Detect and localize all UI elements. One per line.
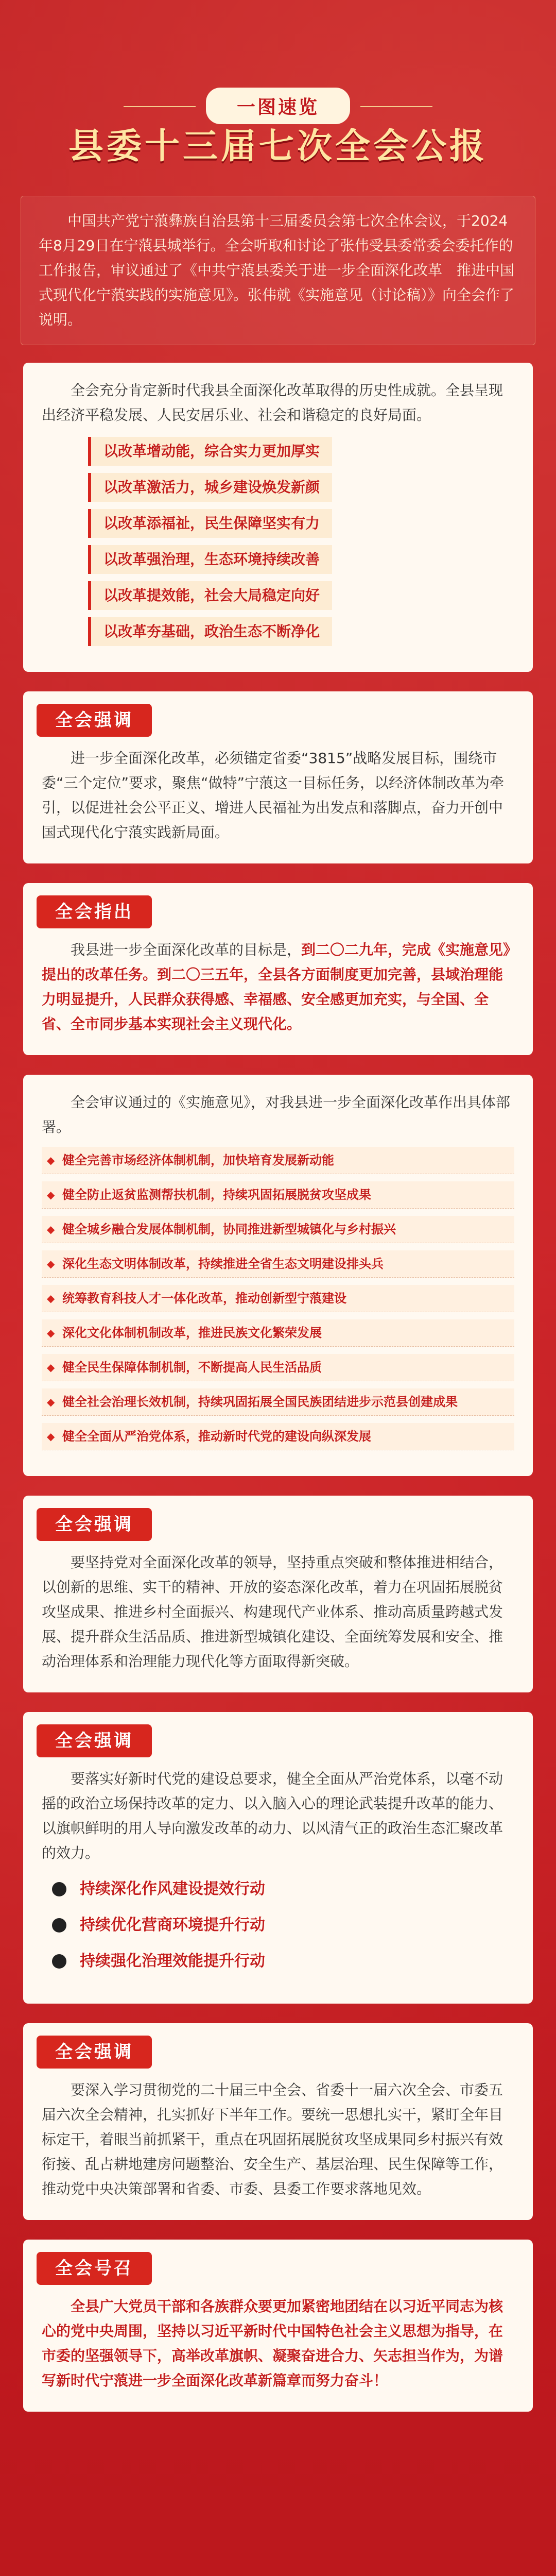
- summary-item: 以改革强治理，生态环境持续改善: [78, 545, 514, 574]
- deploy-item: ◆ 健全防止返贫监测帮扶机制，持续巩固拓展脱贫攻坚成果: [42, 1181, 514, 1209]
- call-card: [23, 2240, 533, 2412]
- section-text: 要坚持党对全面深化改革的领导，坚持重点突破和整体推进相结合，以创新的思维、实干的精神、开放的姿态深化改革，着力在巩固拓展脱贫攻坚成果、推进乡村全面振兴、构建现代产业体系、推动高质量跨越式发展、提升群众生活品质、推进新型城镇化建设、全面统筹发展和安全、推动治理体系和治理能力现代化等方面取得新突破。: [42, 1554, 503, 1670]
- emphasis-card-1: [23, 691, 533, 863]
- deploy-item: ◆ 健全全面从严治党体系，推动新时代党的建设向纵深发展: [42, 1423, 514, 1450]
- summary-item: 以改革激活力，城乡建设焕发新颜: [78, 473, 514, 502]
- summary-text: 全会充分肯定新时代我县全面深化改革取得的历史性成就。全县呈现出经济平稳发展、人民安居乐业、社会和谐稳定的良好局面。: [42, 382, 503, 423]
- deploy-item: ◆ 健全民生保障体制机制，不断提高人民生活品质: [42, 1354, 514, 1381]
- section-tag: 一图速览: [206, 88, 350, 124]
- section-text: 全会审议通过的《实施意见》，对我县进一步全面深化改革作出具体部署。: [42, 1094, 511, 1136]
- deploy-item: ◆ 健全城乡融合发展体制机制，协同推进新型城镇化与乡村振兴: [42, 1216, 514, 1243]
- deploy-item: ◆ 统筹教育科技人才一体化改革，推动创新型宁蒗建设: [42, 1285, 514, 1312]
- task-item: 持续强化治理效能提升行动: [52, 1949, 514, 1974]
- section-heading: 全会强调: [37, 1724, 152, 1757]
- task-item: 持续深化作风建设提效行动: [52, 1877, 514, 1902]
- point-card: [23, 883, 533, 1055]
- summary-item: 以改革夯基础，政治生态不断净化: [78, 617, 514, 646]
- emphasis-card-3: [23, 1712, 533, 2004]
- section-text: 我县进一步全面深化改革的目标是，到二〇二九年，完成《实施意见》提出的改革任务。到二〇三五年，全县各方面制度更加完善，县域治理能力明显提升，人民群众获得感、幸福感、安全感更加充实，与全国、全省、全市同步基本实现社会主义现代化。: [42, 941, 511, 1032]
- header: [0, 0, 556, 196]
- task-list: [52, 1877, 514, 1974]
- task-item: 持续优化营商环境提升行动: [52, 1913, 514, 1938]
- deploy-item: ◆ 深化文化体制机制改革，推进民族文化繁荣发展: [42, 1319, 514, 1347]
- emphasis-card-4: [23, 2023, 533, 2220]
- summary-item: 以改革添福祉，民生保障坚实有力: [78, 509, 514, 538]
- emphasis-card-2: [23, 1496, 533, 1692]
- summary-list: [78, 437, 514, 646]
- deploy-item: ◆ 健全完善市场经济体制机制，加快培育发展新动能: [42, 1147, 514, 1174]
- section-heading: 全会强调: [37, 2036, 152, 2069]
- summary-item: 以改革提效能，社会大局稳定向好: [78, 581, 514, 610]
- summary-card: [23, 363, 533, 672]
- section-heading: 全会指出: [37, 895, 152, 928]
- section-heading: 全会号召: [37, 2252, 152, 2285]
- section-heading: 全会强调: [37, 1508, 152, 1541]
- section-text: 要落实好新时代党的建设总要求，健全全面从严治党体系，以毫不动摇的政治立场保持改革的定力、以入脑入心的理论武装提升改革的能力、以旗帜鲜明的用人导向激发改革的动力、以风清气正的政治生态汇聚改革的效力。: [42, 1770, 503, 1861]
- section-heading: 全会强调: [37, 704, 152, 737]
- deploy-item: ◆ 健全社会治理长效机制，持续巩固拓展全国民族团结进步示范县创建成果: [42, 1388, 514, 1416]
- page-title: 县委十三届七次全会公报: [68, 126, 488, 167]
- deploy-list: [42, 1147, 514, 1450]
- summary-item: 以改革增动能，综合实力更加厚实: [78, 437, 514, 466]
- deploy-card: [23, 1075, 533, 1476]
- intro-text: 中国共产党宁蒗彝族自治县第十三届委员会第七次全体会议，于2024年8月29日在宁蒗县城举行。全会听取和讨论了张伟受县委常委会委托作的工作报告，审议通过了《中共宁蒗县委关于进一步全面深化改革 推进中国式现代化宁蒗实践的实施意见》。张伟就《实施意见（讨论稿）》向全会作了说明。: [21, 196, 535, 345]
- section-text: 要深入学习贯彻党的二十届三中全会、省委十一届六次全会、市委五届六次全会精神，扎实抓好下半年工作。要统一思想扎实干，紧盯全年目标定干，着眼当前抓紧干，重点在巩固拓展脱贫攻坚成果同乡村振兴有效衔接、乱占耕地建房问题整治、安全生产、基层治理、民生保障等工作，推动党中央决策部署和省委、市委、县委工作要求落地见效。: [42, 2081, 503, 2197]
- section-text: 进一步全面深化改革，必须锚定省委“3815”战略发展目标，围绕市委“三个定位”要求，聚焦“做特”宁蒗这一目标任务，以经济体制改革为牵引，以促进社会公平正义、增进人民福祉为出发点和落脚点，奋力开创中国式现代化宁蒗实践新局面。: [42, 750, 505, 841]
- section-text: 全县广大党员干部和各族群众要更加紧密地团结在以习近平同志为核心的党中央周围，坚持以习近平新时代中国特色社会主义思想为指导，在市委的坚强领导下，高举改革旗帜、凝聚奋进合力、矢志担当作为，为谱写新时代宁蒗进一步全面深化改革新篇章而努力奋斗！: [42, 2298, 503, 2389]
- deploy-item: ◆ 深化生态文明体制改革，持续推进全省生态文明建设排头兵: [42, 1250, 514, 1278]
